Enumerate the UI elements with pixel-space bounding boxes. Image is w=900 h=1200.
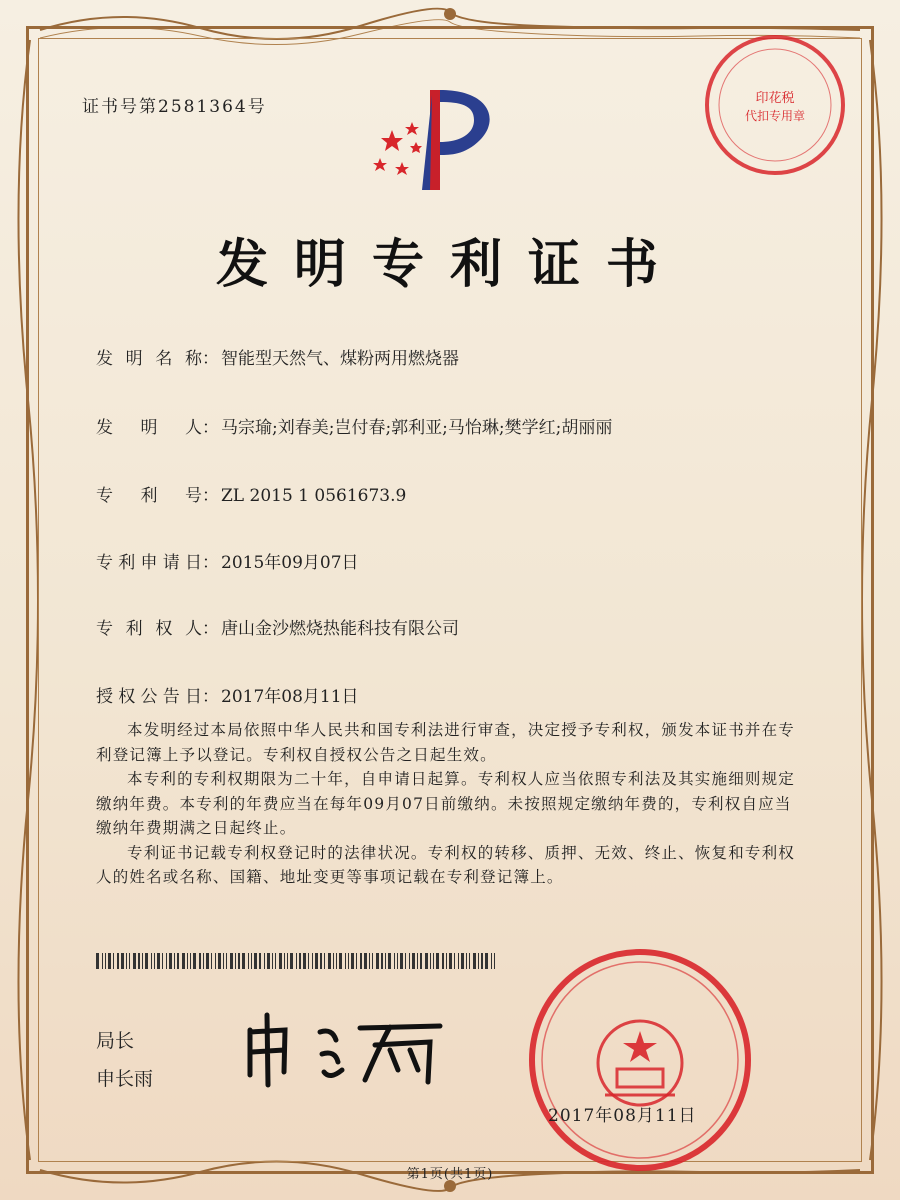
field-patentee: 专利权人： 唐山金沙燃烧热能科技有限公司 [96,614,459,639]
certificate-body [96,718,808,890]
field-value: 马宗瑜;刘春美;岂付春;郭利亚;马怡琳;樊学红;胡丽丽 [221,418,613,438]
director-name: 申长雨 [96,1068,154,1090]
field-label: 发明人 [96,418,202,438]
field-application-date: 专利申请日： 2015年09月07日 [96,548,359,573]
field-label: 专利申请日 [96,553,202,573]
svg-text:印花税: 印花税 [755,91,795,106]
certificate-title: 发明专利证书 [215,235,684,295]
seal-date: 2017年08月11日 [548,1106,697,1126]
field-value: 唐山金沙燃烧热能科技有限公司 [221,619,459,639]
tax-stamp-icon [700,30,850,180]
field-value: 2015年09月07日 [221,553,359,573]
official-seal-icon [525,945,755,1175]
field-label: 专利号 [96,486,202,506]
field-value: 2017年08月11日 [221,687,359,707]
body-paragraph: 本发明经过本局依照中华人民共和国专利法进行审查，决定授予专利权，颁发本证书并在专利登记簿上予以登记。专利权自授权公告之日起生效。 [96,721,796,764]
field-grant-date: 授权公告日： 2017年08月11日 [96,682,359,707]
body-paragraph: 本专利的专利权期限为二十年，自申请日起算。专利权人应当依照专利法及其实施细则规定缴纳年费。本专利的年费应当在每年09月07日前缴纳。未按照规定缴纳年费的，专利权自应当缴纳年费期满之日起终止。 [96,770,796,837]
handwritten-signature-icon [240,1010,450,1090]
field-inventors: 发明人： 马宗瑜;刘春美;岂付春;郭利亚;马怡琳;樊学红;胡丽丽 [96,413,612,438]
body-paragraph: 专利证书记载专利权登记时的法律状况。专利权的转移、质押、无效、终止、恢复和专利权人的姓名或名称、国籍、地址变更等事项记载在专利登记簿上。 [96,843,796,886]
field-patent-number: 专利号： ZL 2015 1 0561673.9 [96,481,406,506]
certificate-number: 证书号第2581364号 [82,97,267,117]
field-label: 发明名称 [96,349,202,369]
field-label: 授权公告日 [96,687,202,707]
field-label: 专利权人 [96,619,202,639]
svg-text:代扣专用章: 代扣专用章 [744,109,806,123]
field-value: ZL 2015 1 0561673.9 [221,486,407,506]
cnipa-logo-icon [370,80,510,200]
field-invention-name: 发明名称： 智能型天然气、煤粉两用燃烧器 [96,344,459,369]
field-value: 智能型天然气、煤粉两用燃烧器 [221,349,459,369]
director-title: 局长 [96,1030,135,1052]
page-number: 第1页(共1页) [406,1167,494,1182]
barcode-icon [96,953,496,969]
